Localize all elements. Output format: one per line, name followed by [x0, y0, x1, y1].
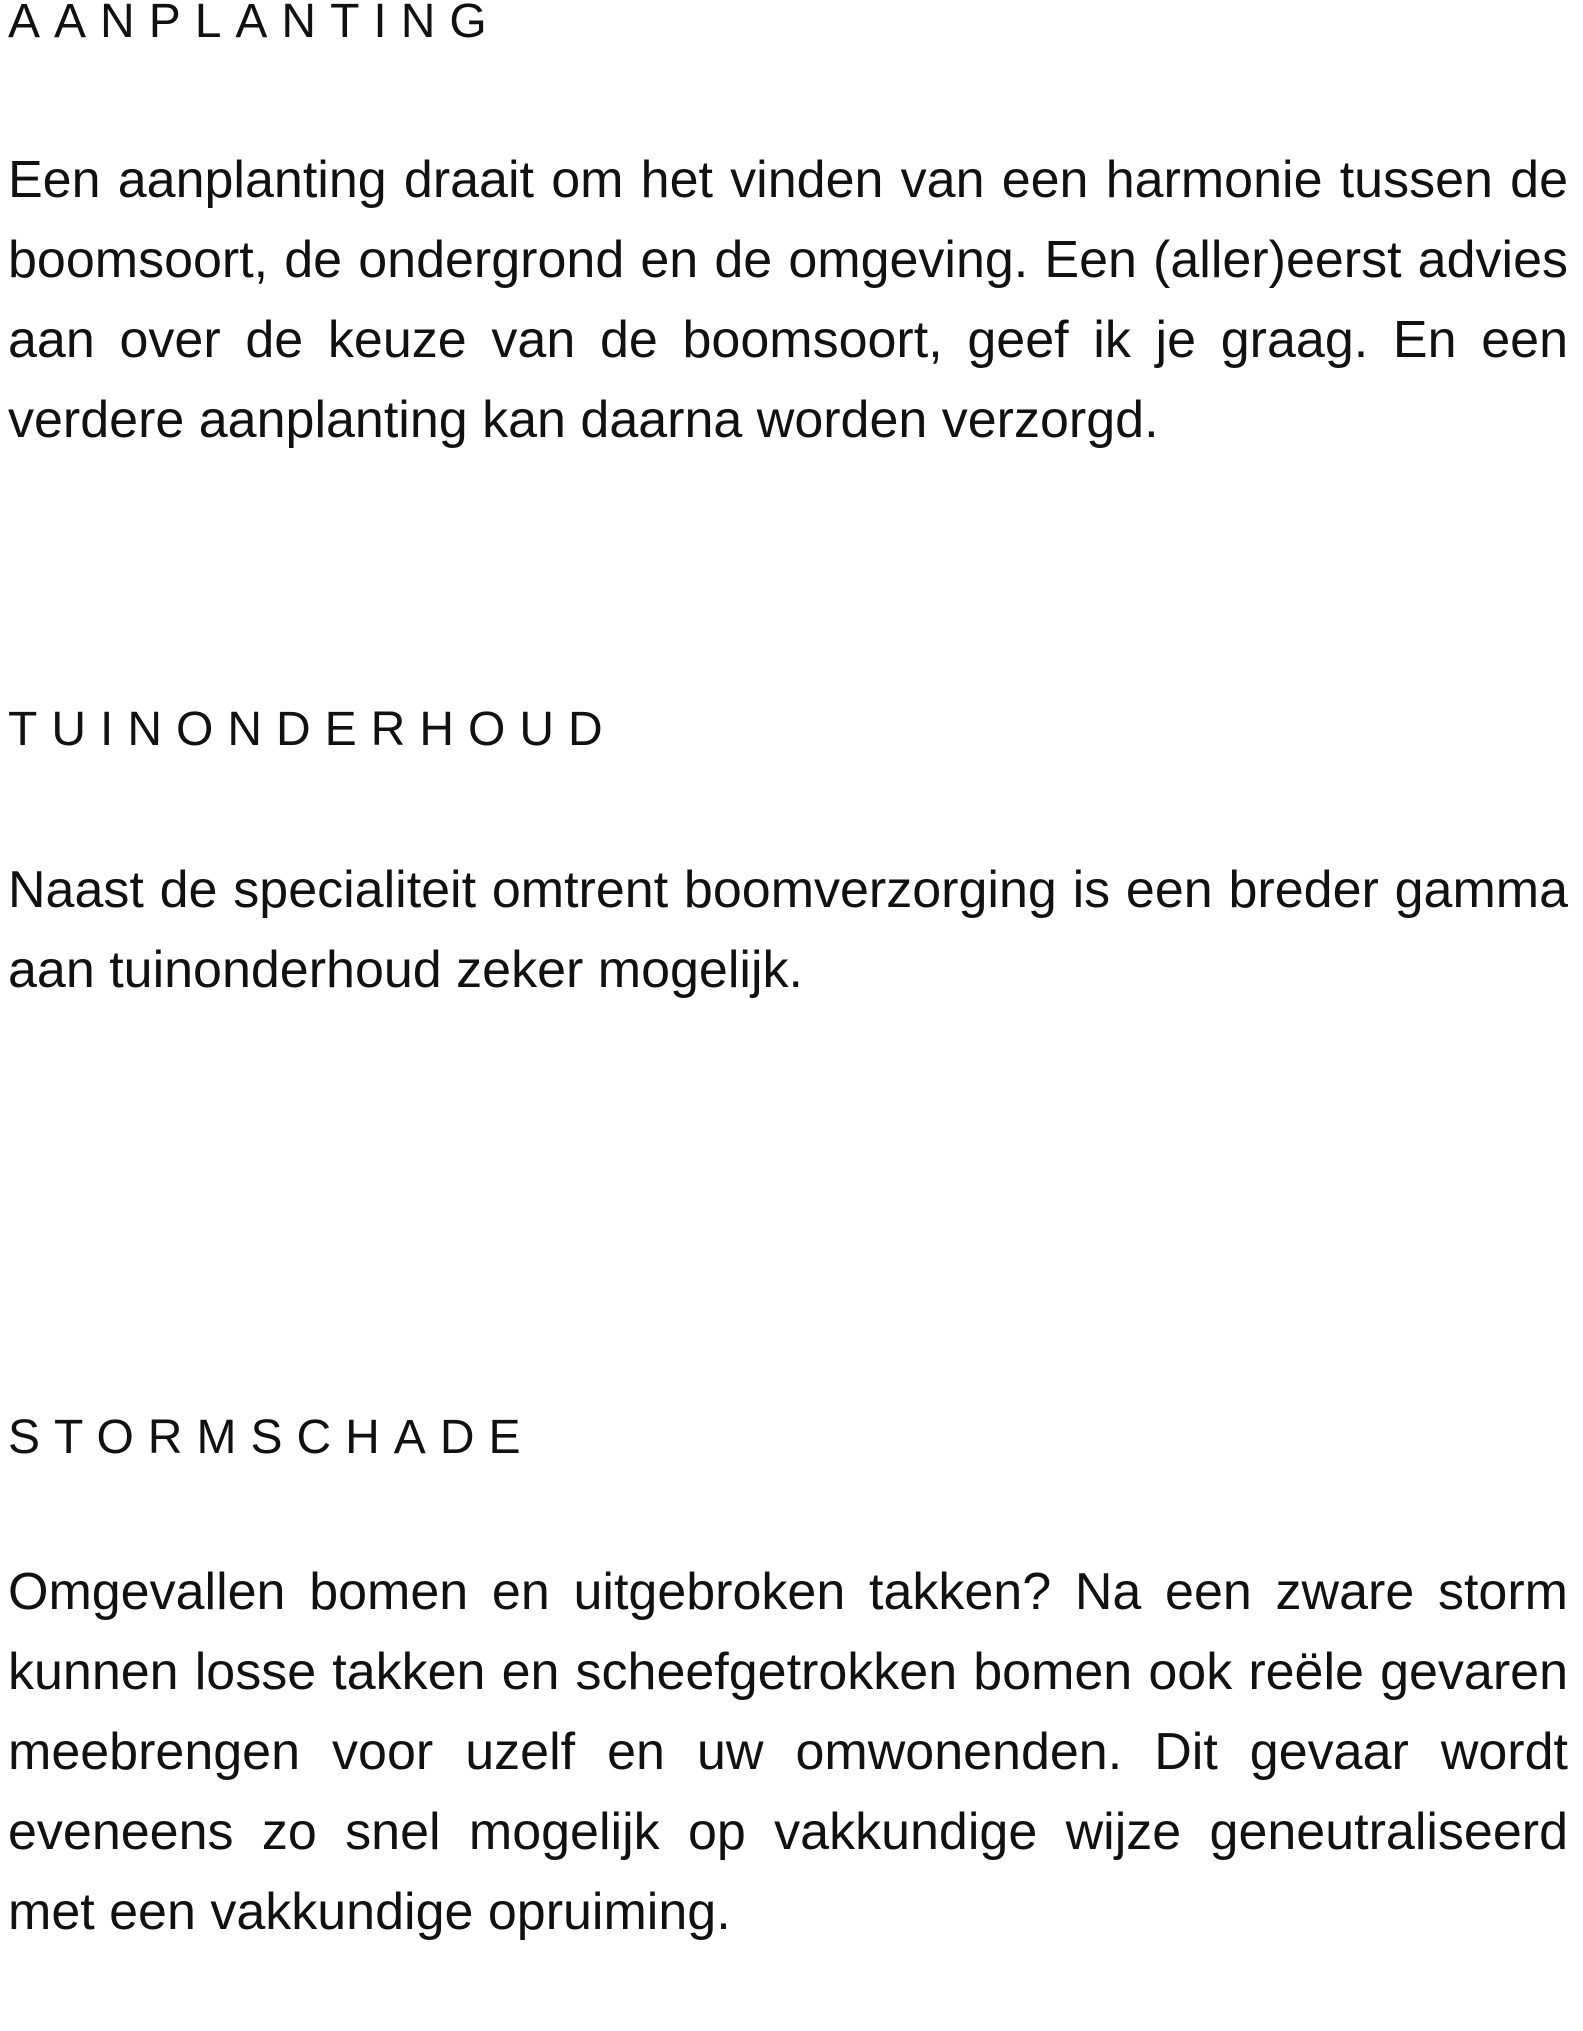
section-description: Naast de specialiteit omtrent boomverzorging is een breder gamma aan tuinonderhoud zeker mogelijk.	[8, 861, 1568, 999]
section-description: Een aanplanting draait om het vinden van een harmonie tussen de boomsoort, de ondergrond en de omgeving. Een (aller)eerst advies aan over de keuze van de boomsoort, geef ik je graag. En een verdere aanplanting kan daarna worden verzorgd.	[8, 151, 1568, 449]
section-title: STORMSCHADE	[8, 1411, 535, 1464]
section-title: TUINONDERHOUD	[8, 703, 617, 756]
section-description: Omgevallen bomen en uitgebroken takken? Na een zware storm kunnen losse takken en scheefgetrokken bomen ook reële gevaren meebrengen voor uzelf en uw omwonenden. Dit gevaar wordt eveneens zo snel mogelijk op vakkundige wijze geneutraliseerd met een vakkundige opruiming.	[8, 1563, 1568, 1941]
section-title: AANPLANTING	[8, 0, 501, 48]
